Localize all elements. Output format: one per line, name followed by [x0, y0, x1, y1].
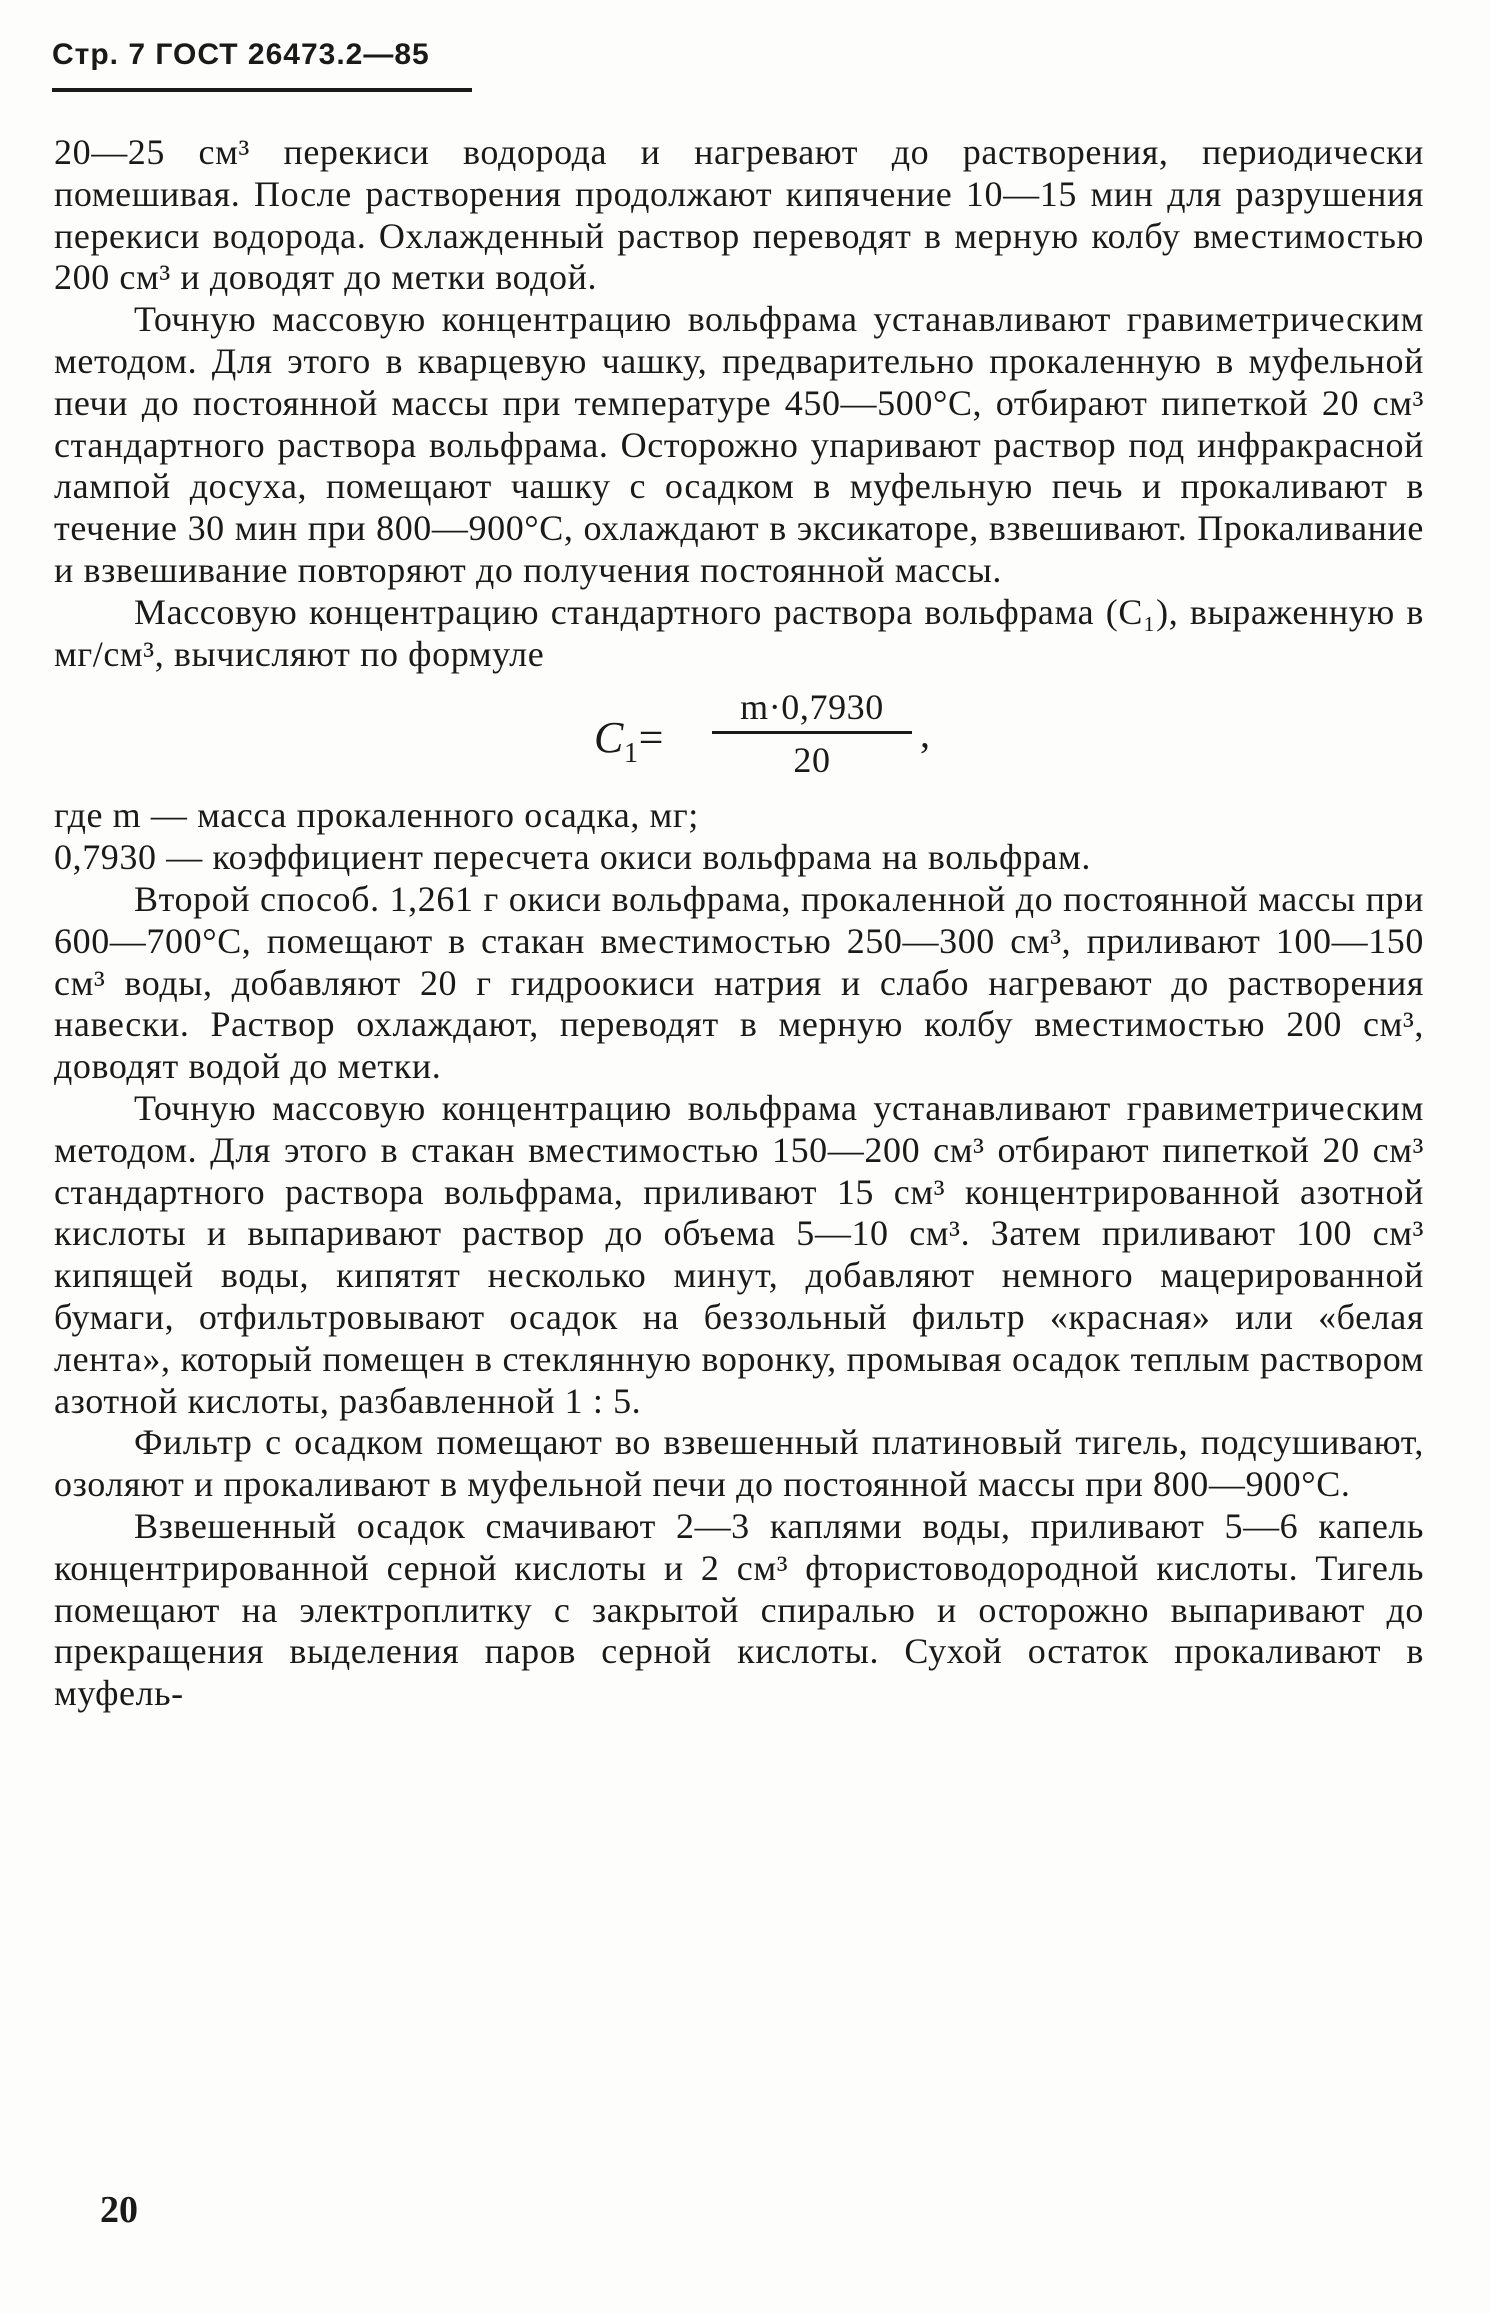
formula-subscript: 1 [623, 738, 639, 770]
formula-equals: = [638, 713, 664, 763]
where-line-coefficient: 0,7930 — коэффициент пересчета окиси вольфрама на вольфрам. [54, 837, 1092, 878]
page-number: 20 [100, 2189, 138, 2231]
formula-c1 [54, 675, 1424, 795]
formula-numerator: m·0,7930 [740, 687, 884, 728]
paragraph-4: Второй способ. 1,261 г окиси вольфрама, прокаленной до постоянной массы при 600—700°С, помещают в стакан вместимостью 250—300 см³, приливают 100—150 см³ воды, добавляют 20 г гидроокиси натрия и слабо нагревают до растворения навески. Раствор охлаждают, переводят в мерную колбу вместимостью 200 см³, доводят водой до метки. [54, 878, 1424, 1087]
formula-comma: , [920, 711, 931, 757]
header-rule [52, 88, 472, 92]
paragraph-3: Массовую концентрацию стандартного раствора вольфрама (C₁), выраженную в мг/см³, вычисляют по формуле [54, 591, 1424, 674]
paragraph-5: Точную массовую концентрацию вольфрама устанавливают гравиметрическим методом. Для этого в стакан вместимостью 150—200 см³ отбирают пипеткой 20 см³ стандартного раствора вольфрама, приливают 15 см³ концентрированной азотной кислоты и выпаривают раствор до объема 5—10 см³. Затем приливают 100 см³ кипящей воды, кипятят несколько минут, добавляют немного мацерированной бумаги, отфильтровывают осадок на беззольный фильтр «красная» или «белая лента», который помещен в стеклянную воронку, промывая осадок теплым раствором азотной кислоты, разбавленной 1 : 5. [54, 1087, 1424, 1421]
paragraph-6: Фильтр с осадком помещают во взвешенный платиновый тигель, подсушивают, озоляют и прокаливают в муфельной печи до постоянной массы при 800—900°С. [54, 1422, 1424, 1505]
fraction-bar [712, 731, 912, 734]
where-line-m: где m — масса прокаленного осадка, мг; [54, 795, 699, 836]
paragraph-1: 20—25 см³ перекиси водорода и нагревают до растворения, периодически помешивая. После растворения продолжают кипячение 10—15 мин для разрушения перекиси водорода. Охлажденный раствор переводят в мерную колбу вместимостью 200 см³ и доводят до метки водой. [54, 132, 1424, 298]
body-text [54, 132, 1424, 1715]
formula-lhs [594, 713, 664, 775]
running-header: Стр. 7 ГОСТ 26473.2—85 [52, 38, 430, 71]
formula-denominator: 20 [793, 740, 831, 781]
paragraph-7: Взвешенный осадок смачивают 2—3 каплями воды, приливают 5—6 капель концентрированной серной кислоты и 2 см³ фтористоводородной кислоты. Тигель помещают на электроплитку с закрытой спиралью и осторожно выпаривают до прекращения выделения паров серной кислоты. Сухой остаток прокаливают в муфель- [54, 1505, 1424, 1714]
formula-symbol: C [594, 713, 624, 763]
paragraph-2: Точную массовую концентрацию вольфрама устанавливают гравиметрическим методом. Для этого в кварцевую чашку, предварительно прокаленную в муфельной печи до постоянной массы при температуре 450—500°С, отбирают пипеткой 20 см³ стандартного раствора вольфрама. Осторожно упаривают раствор под инфракрасной лампой досуха, помещают чашку с осадком в муфельную печь и прокаливают в течение 30 мин при 800—900°С, охлаждают в эксикаторе, взвешивают. Прокаливание и взвешивание повторяют до получения постоянной массы. [54, 299, 1424, 590]
formula-fraction [712, 685, 912, 782]
